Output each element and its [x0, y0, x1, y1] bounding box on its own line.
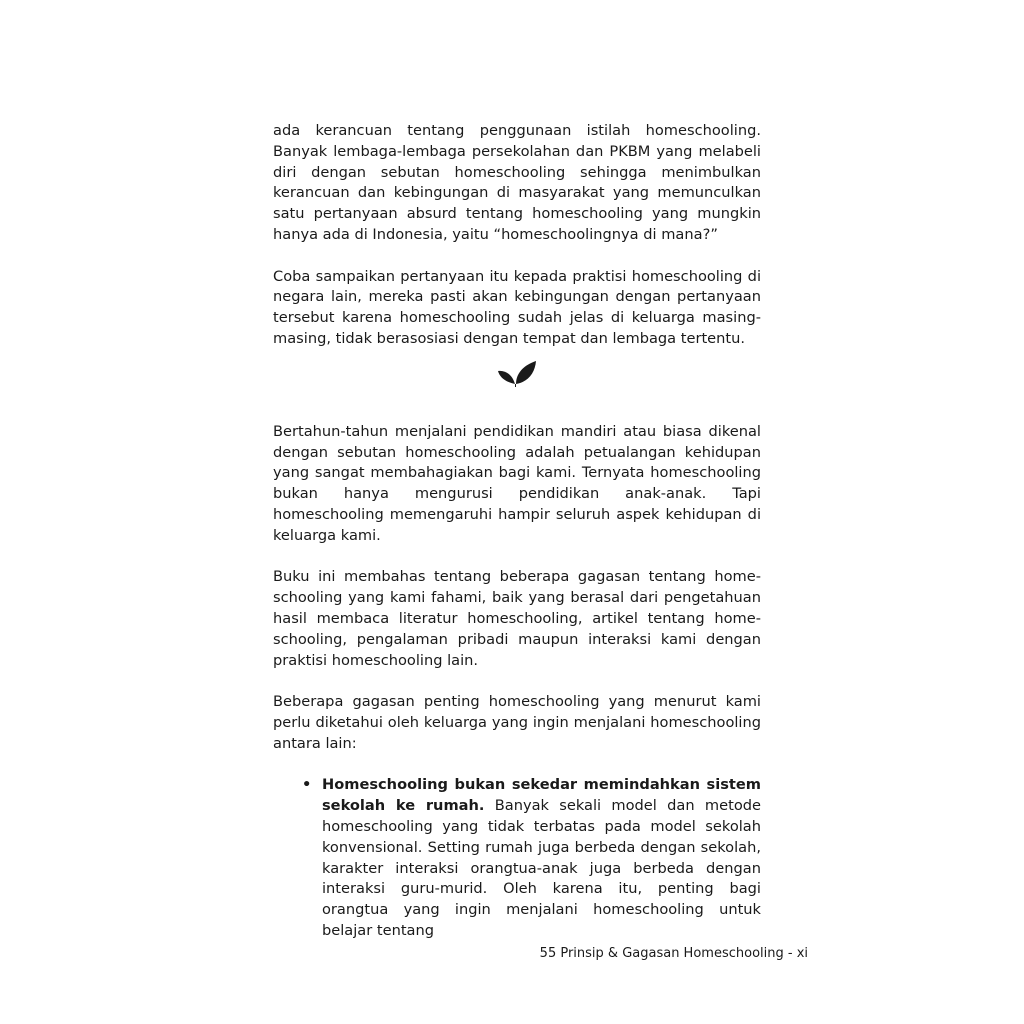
paragraph: Bertahun-tahun menjalani pendidikan mandiri atau biasa dikenal dengan sebutan homeschooling adalah petualangan kehidupan yang sangat membahagiakan bagi kami. Ternyata homeschooling bukan hanya mengurusi pendidikan anak-anak. Tapi homeschooling memengaruhi hampir seluruh aspek kehidupan di keluarga kami.	[273, 422, 761, 544]
right-leaf	[516, 361, 536, 384]
paragraph: Beberapa gagasan penting homeschooling yang menurut kami perlu diketahui oleh keluarga yang ingin menjalani homeschooling antara lain:	[273, 693, 761, 752]
paragraph: Buku ini membahas tentang beberapa gagasan tentang home-schooling yang kami fahami, baik yang berasal dari pengetahuan hasil membaca literatur homeschooling, artikel tentang home-schooling, pengalaman pribadi maupun interaksi kami dengan praktisi homeschooling lain.	[273, 568, 761, 669]
paragraph: Coba sampaikan pertanyaan itu kepada praktisi homeschooling di negara lain, mereka pasti akan kebingungan dengan pertanyaan tersebut karena homeschooling sudah jelas di keluarga masing-masing, tidak berasosiasi dengan tempat dan lembaga tertentu.	[273, 267, 761, 347]
principle-list	[273, 775, 761, 941]
list-item-lead: Homeschooling bukan sekedar memindahkan sistem sekolah ke rumah.	[322, 776, 761, 815]
running-footer: 55 Prinsip & Gagasan Homeschooling - xi	[539, 946, 808, 961]
leaf-sprout-icon	[496, 358, 538, 388]
paragraph: ada kerancuan tentang penggunaan istilah homeschooling. Banyak lembaga-lembaga persekolahan dan PKBM yang melabeli diri dengan sebutan homeschooling sehingga menimbulkan kerancuan dan kebingungan di masyarakat yang memunculkan satu pertanyaan absurd tentang homeschooling yang mungkin hanya ada di Indonesia, yaitu “homeschoolingnya di mana?”	[273, 122, 761, 243]
section-ornament	[273, 358, 761, 388]
list-item	[273, 775, 761, 941]
bullet-icon: •	[302, 776, 312, 794]
page-body	[273, 121, 761, 942]
list-item-text: Banyak sekali model dan metode homeschooling yang tidak terbatas pada model sekolah konvensional. Setting rumah juga berbeda dengan sekolah, karakter interaksi orangtua-anak juga berbeda dengan interaksi guru-murid. Oleh karena itu, penting bagi orangtua yang ingin menjalani homeschooling untuk belajar tentang	[322, 797, 761, 939]
left-leaf	[498, 371, 515, 384]
